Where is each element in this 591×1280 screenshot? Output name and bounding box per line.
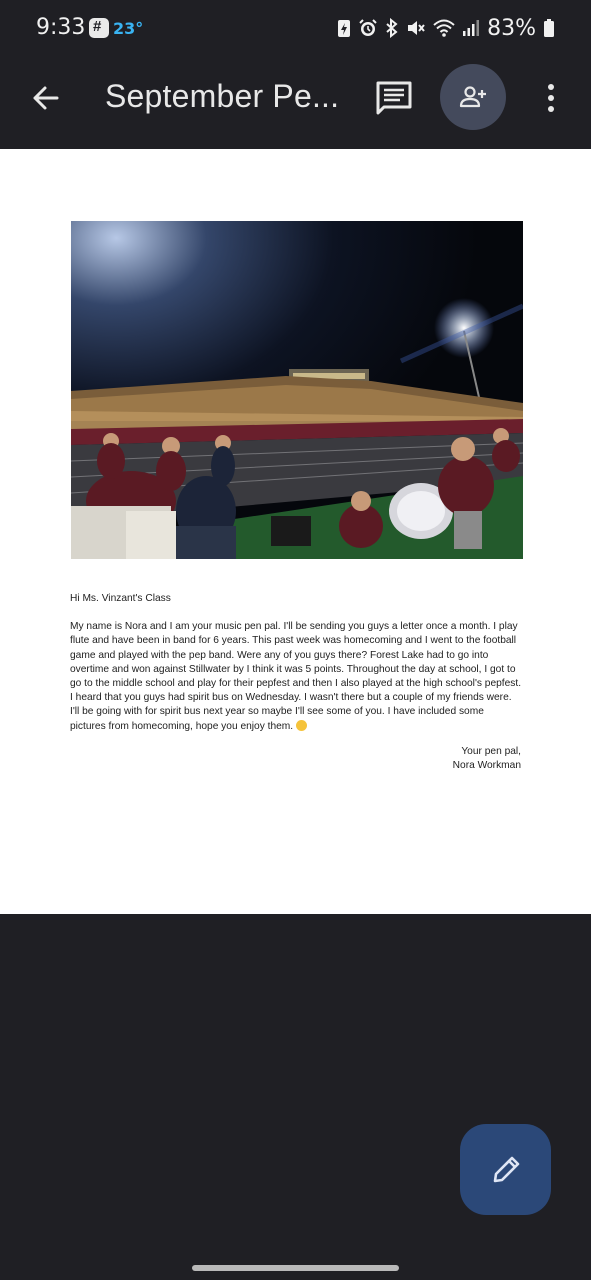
letter-body-text: My name is Nora and I am your music pen pal. I'll be sending you guys a letter once a month. I play flute and have been in band for 6 years. This past week was homecoming and I went to the football game and played with the pep band. Were any of you guys there? Forest Lake had to go into overtime and won against Stillwater by I think it was 5 points. Throughout the day at school, I got to go to the middle school and play for their pepfest and then I also played at the high school's pepfest. I heard that you guys had spirit bus on Wednesday. I wasn't there but a couple of my friends were. I'll be going with for spirit bus next year so maybe I'll see some of you. I have included some pictures from homecoming, hope you enjoy them. bbox=[70, 621, 522, 732]
letter-body bbox=[70, 620, 522, 734]
smile-emoji-icon bbox=[296, 720, 307, 731]
status-time: 9:33 bbox=[36, 15, 86, 40]
signal-icon bbox=[462, 18, 480, 38]
signature-name: Nora Workman bbox=[452, 760, 521, 772]
home-indicator[interactable] bbox=[192, 1265, 399, 1271]
weather-icon bbox=[89, 18, 109, 38]
battery-percent: 83% bbox=[487, 15, 536, 41]
status-temperature: 23° bbox=[113, 19, 144, 38]
app-bar bbox=[0, 56, 591, 149]
wifi-icon bbox=[433, 18, 455, 38]
document-title: September Pe... bbox=[105, 78, 340, 114]
signoff-line: Your pen pal, bbox=[461, 746, 521, 757]
pencil-icon bbox=[489, 1153, 523, 1187]
document-page[interactable] bbox=[0, 149, 591, 914]
status-bar bbox=[0, 0, 591, 56]
battery-icon bbox=[543, 18, 555, 38]
bluetooth-icon bbox=[385, 18, 399, 38]
letter-greeting: Hi Ms. Vinzant's Class bbox=[70, 593, 171, 604]
edit-fab-button[interactable] bbox=[460, 1124, 551, 1215]
share-button[interactable] bbox=[440, 64, 506, 130]
add-person-icon bbox=[458, 82, 488, 112]
alarm-icon bbox=[358, 18, 378, 38]
comment-icon bbox=[372, 76, 416, 120]
letter-signoff bbox=[453, 745, 521, 773]
more-options-button[interactable] bbox=[538, 78, 564, 118]
letter-text bbox=[70, 592, 522, 734]
arrow-left-icon bbox=[26, 78, 66, 118]
more-vertical-icon bbox=[538, 78, 564, 118]
back-button[interactable] bbox=[26, 78, 66, 118]
comments-button[interactable] bbox=[372, 76, 416, 120]
mute-icon bbox=[406, 18, 426, 38]
status-icons bbox=[337, 14, 555, 42]
battery-saver-icon bbox=[337, 18, 351, 38]
homecoming-photo bbox=[71, 221, 523, 559]
